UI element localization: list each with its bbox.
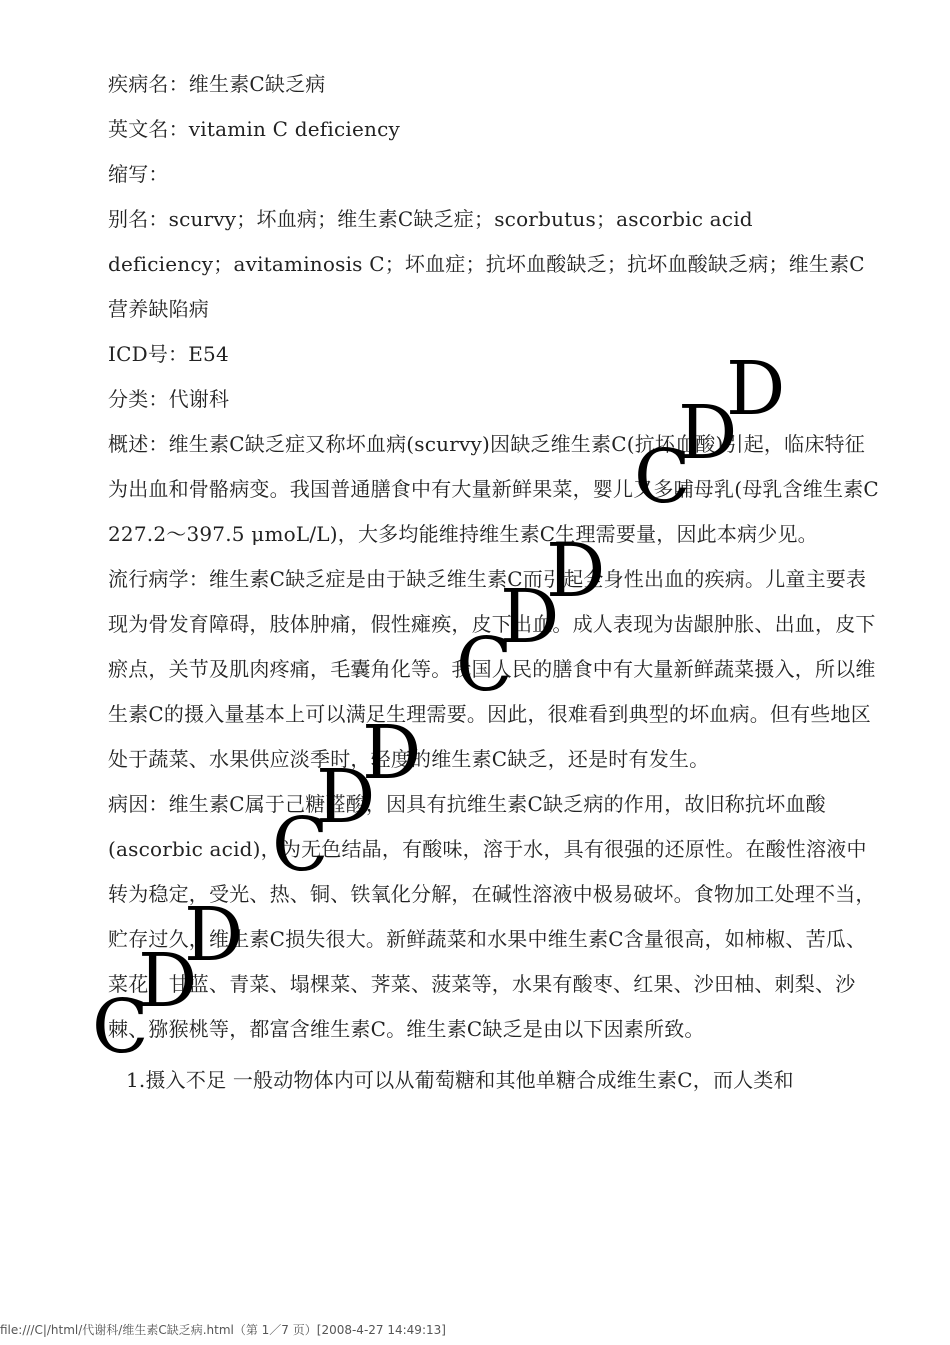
watermark-letter-d: D — [316, 754, 376, 840]
watermark-letter-c: C — [634, 434, 691, 520]
english-name: 英文名：vitamin C deficiency — [108, 117, 400, 141]
overview-paragraph: 概述：维生素C缺乏症又称坏血病(scurvy)因缺乏维生素C(抗坏血酸)引起，临床特征为出血和骨骼病变。我国普通膳食中有大量新鲜果菜，婴儿又多哺母乳(母乳含维生素C 227.2～397.5 μmoL/L)，大多均能维持维生素C生理需要量，因此本病少见。 — [108, 432, 879, 546]
watermark-letter-d: D — [678, 390, 738, 476]
document-body — [108, 62, 884, 1103]
watermark-letter-d: D — [138, 938, 198, 1024]
watermark-letter-d: D — [184, 892, 244, 978]
watermark-letter-d: D — [546, 528, 606, 614]
page-footer: file:///C|/html/代谢科/维生素C缺乏病.html（第 1／7 页）[2008-4-27 14:49:13] — [0, 1323, 446, 1337]
watermark-letter-d: D — [362, 710, 422, 796]
abbreviation: 缩写： — [108, 162, 169, 186]
watermark-letter-c: C — [456, 622, 513, 708]
etiology-paragraph: 病因：维生素C属于己糖醛酸，因具有抗维生素C缺乏病的作用，故旧称抗坏血酸(ascorbic acid)，为无色结晶，有酸味，溶于水，具有很强的还原性。在酸性溶液中转为稳定，受光、热、铜、铁氧化分解，在碱性溶液中极易破坏。食物加工处理不当，贮存过久，维生素C损失很大。新鲜蔬菜和水果中维生素C含量很高，如柿椒、苦瓜、菜花、甘蓝、青菜、塌棵菜、荠菜、菠菜等，水果有酸枣、红果、沙田柚、刺梨、沙棘、猕猴桃等，都富含维生素C。维生素C缺乏是由以下因素所致。 — [108, 792, 876, 1041]
category: 分类：代谢科 — [108, 387, 230, 411]
aliases: 别名：scurvy；坏血病；维生素C缺乏症；scorbutus；ascorbic acid deficiency；avitaminosis C；坏血症；抗坏血酸缺乏；抗坏血酸缺乏病；维生素C营养缺陷病 — [108, 207, 865, 321]
watermark-letter-c: C — [272, 802, 329, 888]
epidemiology-paragraph: 流行病学：维生素C缺乏症是由于缺乏维生素C而引起全身性出血的疾病。儿童主要表现为骨发育障碍，肢体肿痛，假性瘫痪，皮下出血。成人表现为齿龈肿胀、出血，皮下瘀点，关节及肌肉疼痛，毛囊角化等。我国人民的膳食中有大量新鲜蔬菜摄入，所以维生素C的摄入量基本上可以满足生理需要。因此，很难看到典型的坏血病。但有些地区处于蔬菜、水果供应淡季时，轻度的维生素C缺乏，还是时有发生。 — [108, 567, 876, 771]
watermark-letter-c: C — [92, 984, 149, 1070]
icd-code: ICD号：E54 — [108, 342, 229, 366]
disease-name: 疾病名：维生素C缺乏病 — [108, 72, 326, 96]
watermark-letter-d: D — [500, 574, 560, 660]
etiology-item-1: 1.摄入不足 一般动物体内可以从葡萄糖和其他单糖合成维生素C，而人类和 — [126, 1068, 794, 1092]
watermark-letter-d: D — [726, 346, 786, 432]
